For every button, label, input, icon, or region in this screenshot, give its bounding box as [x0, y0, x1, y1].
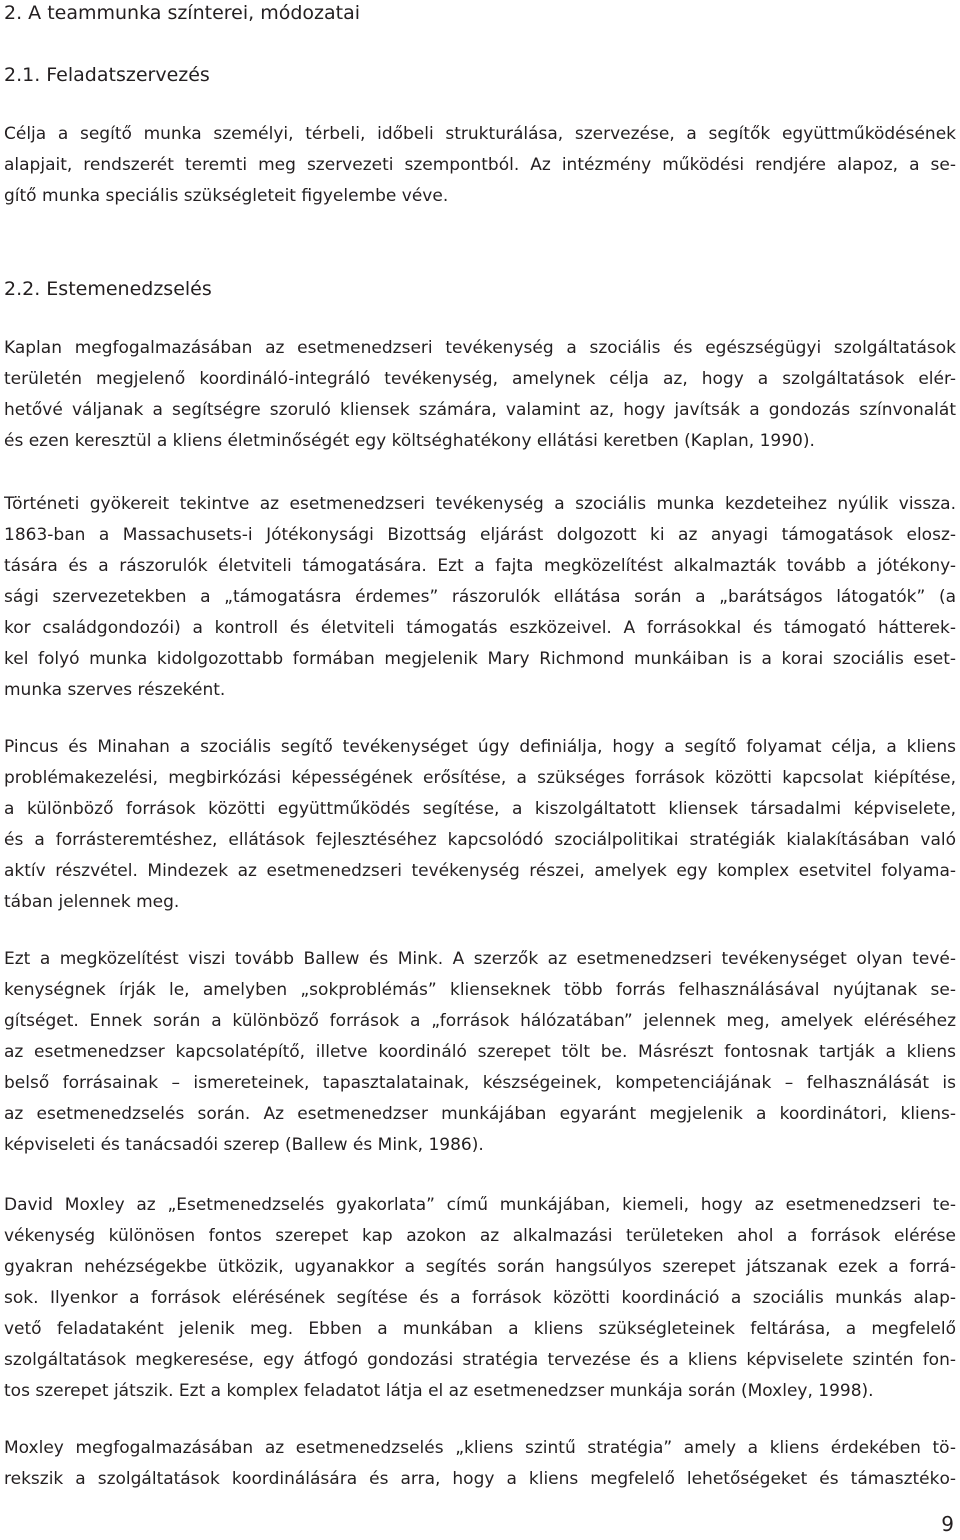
page-number: 9	[941, 1512, 954, 1536]
text-line: tos szerepet játszik. Ezt a komplex feladatot látja el az esetmenedzser munkája során (Moxley, 1998).	[4, 1381, 874, 1401]
text-line: David Moxley az „Esetmenedzselés gyakorlata” című munkájában, kiemeli, hogy az esetmenedzseri te-	[4, 1195, 956, 1215]
paragraph-kaplan	[4, 333, 956, 457]
text-line: Történeti gyökereit tekintve az esetmenedzseri tevékenység a szociális munka kezdeteihez nyúlik vissza.	[4, 494, 956, 514]
text-line: az esetmenedzser kapcsolatépítő, illetve koordináló szerepet tölt be. Másrészt fontosnak tartják a kliens	[4, 1042, 956, 1062]
text-line: vékenység különösen fontos szerepet kap azokon az alkalmazási területeken ahol a források elérése	[4, 1226, 956, 1246]
text-line: szolgáltatások megkeresése, egy átfogó gondozási stratégia tervezése és a kliens képviselete szintén fon-	[4, 1350, 956, 1370]
section-heading-2-1: 2.1. Feladatszervezés	[4, 64, 210, 86]
paragraph-feladatszervezes	[4, 119, 956, 212]
text-line: és a forrásteremtéshez, ellátások fejlesztéséhez kapcsolódó szociálpolitikai stratégiák kialakításában való	[4, 830, 956, 850]
text-line: hetővé váljanak a segítségre szoruló kliensek számára, valamint az, hogy javítsák a gondozás színvonalát	[4, 400, 956, 420]
text-line: Ezt a megközelítést viszi tovább Ballew és Mink. A szerzők az esetmenedzseri tevékenységet olyan tevé-	[4, 949, 956, 969]
section-heading-2-2: 2.2. Estemenedzselés	[4, 278, 212, 300]
text-line: 1863-ban a Massachusets-i Jótékonysági Bizottság eljárást dolgozott ki az anyagi támogatások elosz-	[4, 525, 956, 545]
text-line: rekszik a szolgáltatások koordinálására és arra, hogy a kliens megfelelő lehetőségeket és támasztékо-	[4, 1469, 956, 1489]
text-line: Célja a segítő munka személyi, térbeli, időbeli strukturálása, szervezése, a segítők együttműködésének	[4, 124, 956, 144]
text-line: tában jelennek meg.	[4, 892, 180, 912]
text-line: munka szerves részeként.	[4, 680, 226, 700]
text-line: képviseleti és tanácsadói szerep (Ballew és Mink, 1986).	[4, 1135, 484, 1155]
text-line: területén megjelenő koordináló-integráló tevékenység, amelynek célja az, hogy a szolgáltatások elér-	[4, 369, 956, 389]
text-line: belső forrásainak – ismereteinek, tapasztalatainak, készségeinek, kompetenciájának – felhasználását is	[4, 1073, 956, 1093]
text-line: sági szervezetekben a „támogatásra érdemes” rászorulók ellátása során a „barátságos látogatók” (a	[4, 587, 956, 607]
text-line: vető feladataként jelenik meg. Ebben a munkában a kliens szükségleteinek feltárása, a megfelelő	[4, 1319, 956, 1339]
text-line: gyakran nehézségekbe ütközik, ugyanakkor a segítés során hangsúlyos szerepet játszanak ezek a forrá-	[4, 1257, 956, 1277]
paragraph-moxley	[4, 1433, 956, 1495]
text-line: Pincus és Minahan a szociális segítő tevékenységet úgy definiálja, hogy a segítő folyamat célja, a kliens	[4, 737, 956, 757]
text-line: Moxley megfogalmazásában az esetmenedzselés „kliens szintű stratégia” amely a kliens érdekében tö-	[4, 1438, 956, 1458]
paragraph-torteneti	[4, 489, 956, 706]
paragraph-ballew-mink	[4, 944, 956, 1161]
paragraph-pincus-minahan	[4, 732, 956, 918]
text-line: gítséget. Ennek során a különböző források a „források hálózatában” jelennek meg, amelyek eléréséhez	[4, 1011, 956, 1031]
text-line: tására és a rászorulók életviteli támogatására. Ezt a fajta megközelítést alkalmazták tovább a jótékony-	[4, 556, 956, 576]
text-line: kenységnek írják le, amelyben „sokproblémás” klienseknek több forrás felhasználásával nyújtanak se-	[4, 980, 956, 1000]
text-line: Kaplan megfogalmazásában az esetmenedzseri tevékenység a szociális és egészségügyi szolgáltatások	[4, 338, 956, 358]
paragraph-david-moxley	[4, 1190, 956, 1407]
chapter-heading: 2. A teammunka színterei, módozatai	[4, 2, 361, 24]
text-line: aktív részvétel. Mindezek az esetmenedzseri tevékenység részei, amelyek egy komplex esetvitel folyama-	[4, 861, 956, 881]
text-line: az esetmenedzselés során. Az esetmenedzser munkájában egyaránt megjelenik a koordinátori, kliens-	[4, 1104, 956, 1124]
text-line: alapjait, rendszerét teremti meg szervezeti szempontból. Az intézmény működési rendjére alapoz, a se-	[4, 155, 956, 175]
text-line: sok. Ilyenkor a források elérésének segítése és a források közötti koordináció a szociális munkás alap-	[4, 1288, 956, 1308]
text-line: gítő munka speciális szükségleteit figyelembe véve.	[4, 186, 449, 206]
text-line: és ezen keresztül a kliens életminőségét egy költséghatékony ellátási keretben (Kaplan, 1990).	[4, 431, 815, 451]
text-line: kor családgondozói) a kontroll és életviteli támogatás eszközeivel. A forrásokkal és támogató hátterek-	[4, 618, 956, 638]
text-line: a különböző források közötti együttműködés segítése, a kiszolgáltatott kliensek társadalmi képviselete,	[4, 799, 956, 819]
text-line: kel folyó munka kidolgozottabb formában megjelenik Mary Richmond munkáiban is a korai szociális eset-	[4, 649, 956, 669]
text-line: problémakezelési, megbirkózási képességének erősítése, a szükséges források közötti kapcsolat kiépítése,	[4, 768, 956, 788]
